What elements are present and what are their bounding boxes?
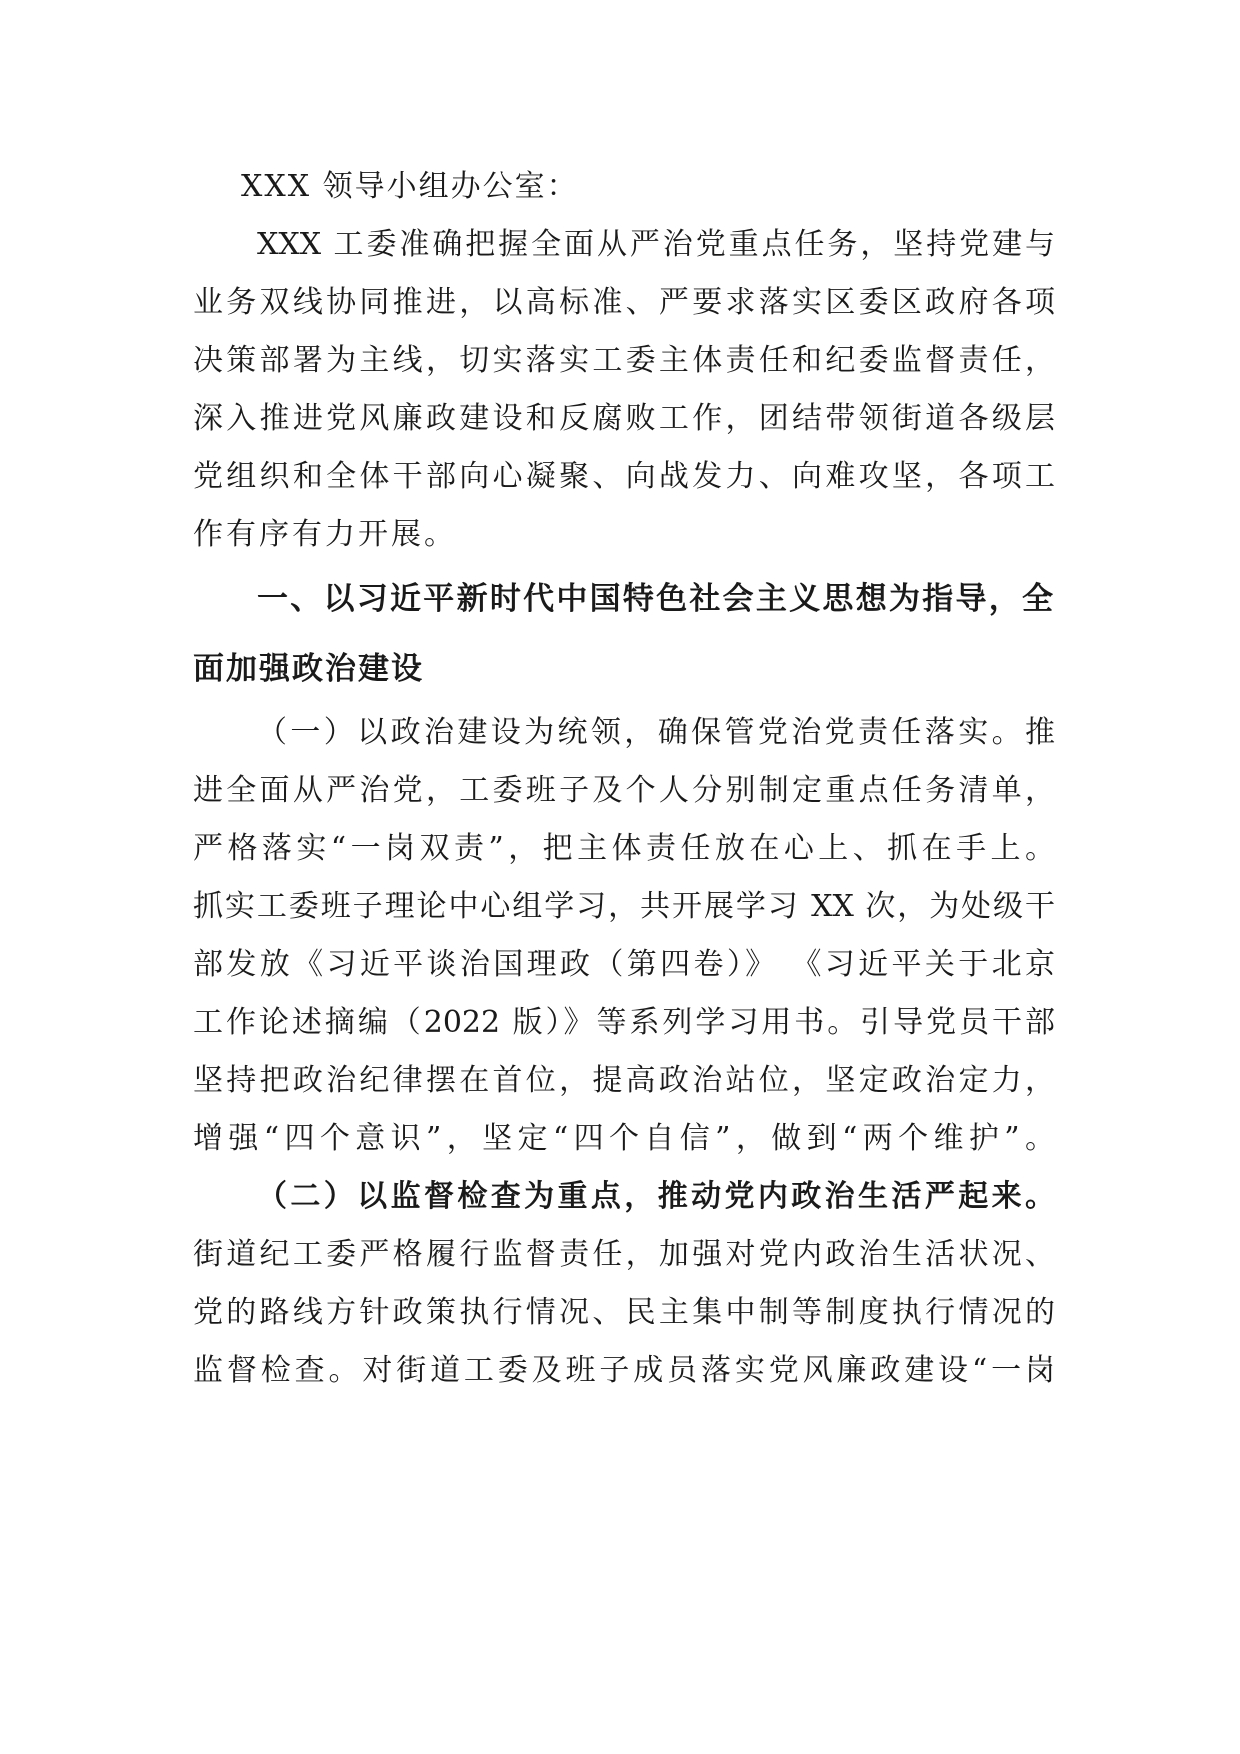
paragraph-line: 监督检查。对街道工委及班子成员落实党风廉政建设“一岗 bbox=[193, 1353, 1055, 1388]
paragraph-line: 坚持把政治纪律摆在首位，提高政治站位，坚定政治定力， bbox=[193, 1063, 1055, 1098]
paragraph-line: 进全面从严治党，工委班子及个人分别制定重点任务清单， bbox=[193, 773, 1055, 808]
paragraph-line: 决策部署为主线，切实落实工委主体责任和纪委监督责任， bbox=[193, 343, 1055, 378]
paragraph-line: 作有序有力开展。 bbox=[193, 517, 457, 552]
heading-line: 面加强政治建设 bbox=[193, 651, 424, 687]
intro-paragraph bbox=[193, 216, 1055, 564]
document-page bbox=[193, 158, 1055, 1400]
heading-line: 一、以习近平新时代中国特色社会主义思想为指导，全 bbox=[257, 581, 1055, 617]
paragraph-line: 街道纪工委严格履行监督责任，加强对党内政治生活状况、 bbox=[193, 1237, 1055, 1272]
paragraph-line: 深入推进党风廉政建设和反腐败工作，团结带领街道各级层 bbox=[193, 401, 1055, 436]
subsection-1-paragraph bbox=[193, 704, 1055, 1168]
paragraph-line: 部发放《习近平谈治国理政（第四卷）》 《习近平关于北京 bbox=[193, 947, 1055, 982]
paragraph-line: （一）以政治建设为统领，确保管党治党责任落实。推 bbox=[257, 715, 1055, 750]
paragraph-line: 业务双线协同推进，以高标准、严要求落实区委区政府各项 bbox=[193, 285, 1055, 320]
salutation: XXX 领导小组办公室： bbox=[241, 169, 579, 204]
subsection-heading: （二）以监督检查为重点，推动党内政治生活严起来。 bbox=[257, 1179, 1055, 1214]
paragraph-line: 严格落实“一岗双责”，把主体责任放在心上、抓在手上。 bbox=[193, 831, 1055, 866]
section-heading bbox=[193, 564, 1055, 704]
paragraph-line: 党的路线方针政策执行情况、民主集中制等制度执行情况的 bbox=[193, 1295, 1055, 1330]
paragraph-line: 党组织和全体干部向心凝聚、向战发力、向难攻坚，各项工 bbox=[193, 459, 1055, 494]
paragraph-line: 抓实工委班子理论中心组学习，共开展学习 XX 次，为处级干 bbox=[193, 889, 1055, 924]
paragraph-line: 增强“四个意识”，坚定“四个自信”，做到“两个维护”。 bbox=[193, 1121, 1055, 1156]
paragraph-line: XXX 工委准确把握全面从严治党重点任务，坚持党建与 bbox=[257, 227, 1055, 262]
paragraph-line: 工作论述摘编（2022 版）》等系列学习用书。引导党员干部 bbox=[193, 1005, 1055, 1040]
subsection-2-paragraph bbox=[193, 1168, 1055, 1400]
